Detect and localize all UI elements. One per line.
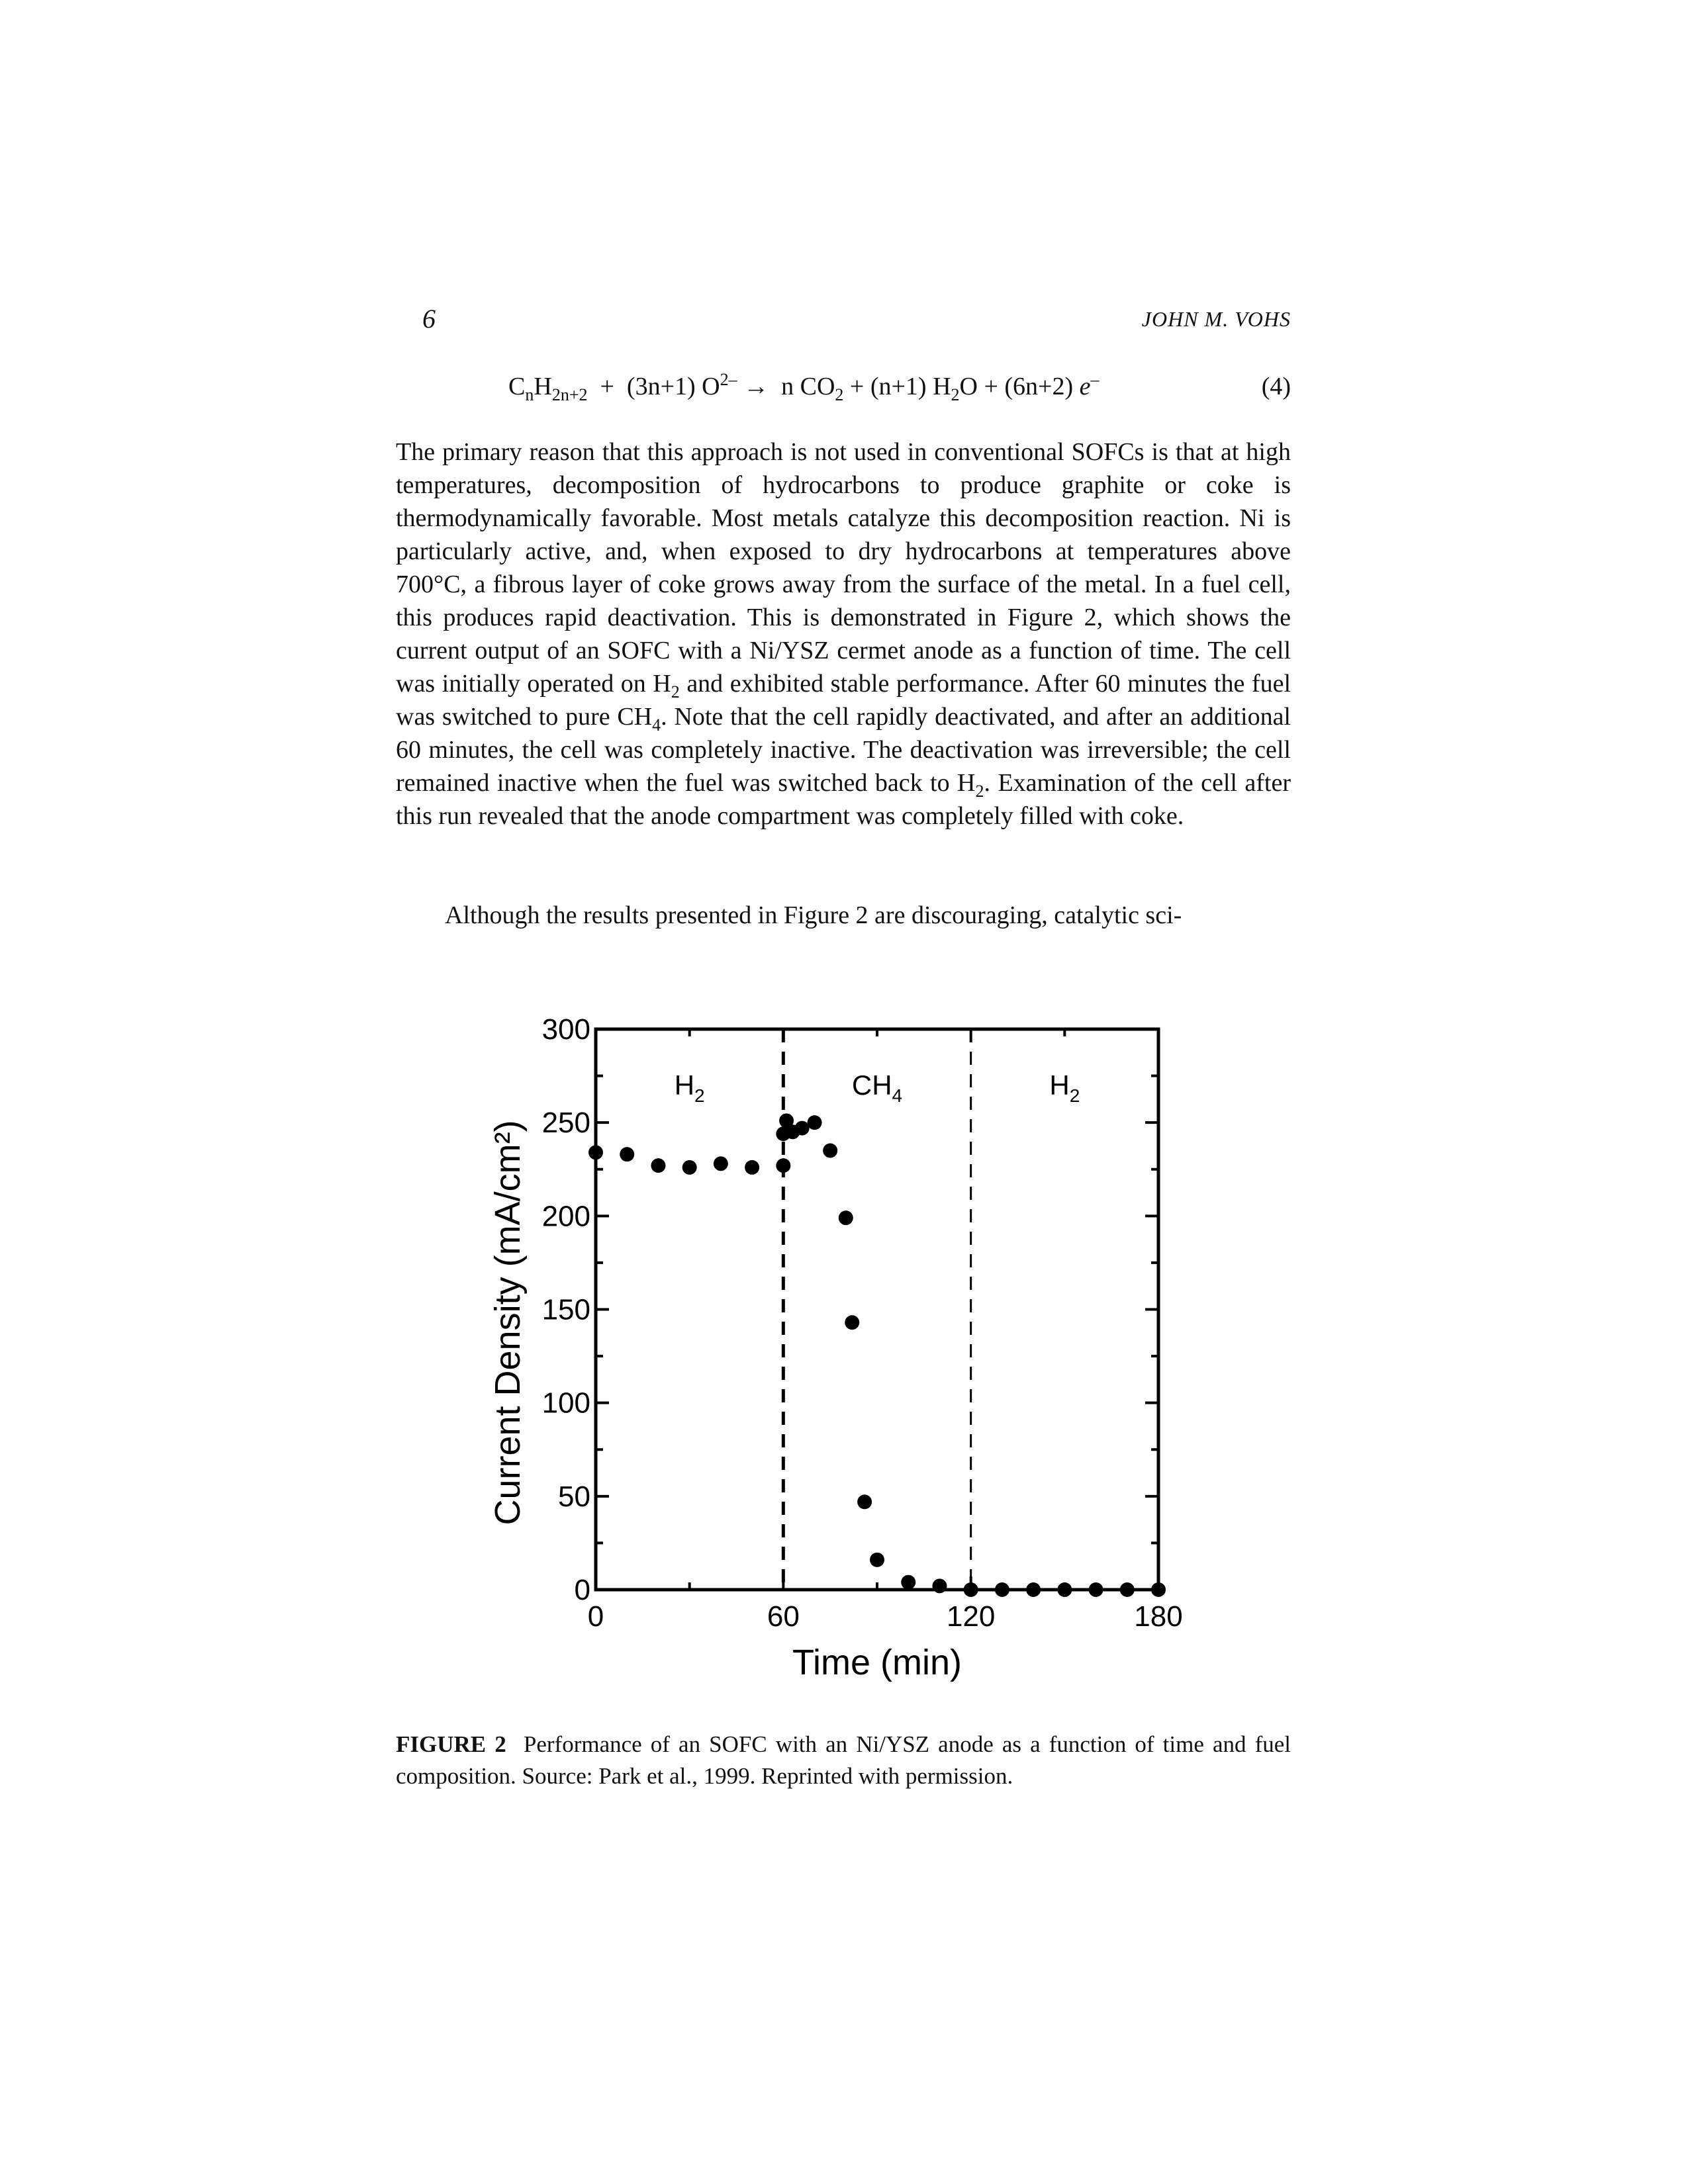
paragraph-1-text-b: and exhibited stable performance. After 60 minutes the fuel was switched to pure CH xyxy=(396,670,1291,731)
data-point xyxy=(682,1160,697,1175)
data-point xyxy=(870,1553,884,1567)
data-point xyxy=(1089,1582,1103,1597)
x-axis-label: Time (min) xyxy=(792,1643,962,1682)
region-label: $H_2$ xyxy=(674,1069,705,1106)
data-point xyxy=(839,1210,853,1225)
paragraph-1-text-c: . Note that the cell rapidly deactivated, and after an additional 60 minutes, the cell was completely inactive. The deactivation was irreversible; the cell remained inactive when the fuel was switched back to H xyxy=(396,703,1291,797)
region-label: $H_2$ xyxy=(1049,1069,1080,1106)
data-point xyxy=(1151,1582,1166,1597)
plot-frame xyxy=(596,1029,1158,1590)
y-tick-label: 250 xyxy=(541,1107,590,1140)
y-tick-label: 50 xyxy=(558,1480,590,1513)
y-tick-label: 150 xyxy=(541,1293,590,1326)
paragraph-1-text-d: . Examination of the cell after this run revealed that the anode compartment was completely filled with coke. xyxy=(396,769,1291,830)
chart-svg xyxy=(457,1009,1211,1704)
data-point xyxy=(776,1158,790,1173)
data-point xyxy=(857,1494,872,1509)
y-tick-label: 300 xyxy=(541,1013,590,1046)
data-point xyxy=(1057,1582,1072,1597)
data-point xyxy=(1120,1582,1135,1597)
equation-4 xyxy=(396,368,1291,414)
data-point xyxy=(795,1121,810,1136)
page-number: 6 xyxy=(422,304,436,334)
x-tick-label: 120 xyxy=(946,1600,996,1633)
equation-number: (4) xyxy=(1261,373,1291,400)
data-point xyxy=(714,1156,728,1171)
data-point xyxy=(964,1582,978,1597)
y-tick-label: 0 xyxy=(574,1574,590,1606)
figure-2-chart xyxy=(457,1009,1211,1704)
data-point xyxy=(845,1315,859,1330)
data-point xyxy=(808,1115,822,1130)
data-point xyxy=(651,1158,665,1173)
paragraph-2: Although the results presented in Figure 2 are discouraging, catalytic sci- xyxy=(445,901,1182,929)
caption-text: Performance of an SOFC with an Ni/YSZ anode as a function of time and fuel composition. Source: Park et al., 1999. Reprinted with permission. xyxy=(396,1731,1291,1789)
data-point xyxy=(995,1582,1009,1597)
page-header xyxy=(396,303,1291,343)
y-tick-label: 100 xyxy=(541,1387,590,1420)
x-tick-label: 0 xyxy=(587,1600,604,1633)
equation-body: $C_nH_{2n+2} + (3n+1) O^{2-} \to n$ $CO_2 + (n+1) H_2O + (6n+2)$ e– xyxy=(508,370,1100,404)
data-point xyxy=(588,1145,603,1160)
y-axis-label: Current Density (mA/cm²) xyxy=(488,1120,528,1525)
data-point xyxy=(823,1144,837,1158)
region-label: $CH_4$ xyxy=(851,1069,903,1106)
figure-caption xyxy=(396,1729,1291,1792)
data-point xyxy=(1026,1582,1041,1597)
data-point xyxy=(745,1160,759,1175)
y-tick-label: 200 xyxy=(541,1200,590,1233)
caption-label: FIGURE 2 xyxy=(396,1731,506,1757)
x-tick-label: 180 xyxy=(1134,1600,1183,1633)
data-point xyxy=(901,1575,915,1590)
running-head: JOHN M. VOHS xyxy=(1141,307,1291,331)
data-point xyxy=(932,1578,947,1593)
paragraph-1-text-a: The primary reason that this approach is not used in conventional SOFCs is that at high temperatures, decomposition of hydrocarbons to produce graphite or coke is thermodynamically favorable. Most metals catalyze this decomposition reaction. Ni is particularly active, and, when exposed to dry hydrocarbons at temperatures above 700°C, a fibrous layer of coke grows away from the surface of the metal. In a fuel cell, this produces rapid deactivation. This is demonstrated in Figure 2, which shows the current output of an SOFC with a Ni/YSZ cermet anode as a function of time. The cell was initially operated on H xyxy=(396,438,1291,698)
paragraph-1: The primary reason that this approach is not used in conventional SOFCs is that at high temperatures, decomposition of hydrocarbons to produce graphite or coke is thermodynamically favorable. Most metals catalyze this decomposition reaction. Ni is particularly active, and, when exposed to dry hydrocarbons at temperatures above 700°C, a fibrous layer of coke grows away from the surface of the metal. In a fuel cell, this produces rapid deactivation. This is demonstrated in Figure 2, which shows the current output of an SOFC with a Ni/YSZ cermet anode as a function of time. The cell was initially operated on $H_2$ and exhibited stable performance. After 60 minutes the fuel was switched to pure $CH_4$. Note that the cell rapidly deactivated, and after an additional 60 minutes, the cell was completely inactive. The deactivation was irreversible; the cell remained inactive when the fuel was switched back to $H_2$. Examination of the cell after this run revealed that the anode compartment was completely filled with coke. xyxy=(396,438,1291,830)
x-tick-label: 60 xyxy=(767,1600,800,1633)
data-point xyxy=(620,1147,634,1161)
